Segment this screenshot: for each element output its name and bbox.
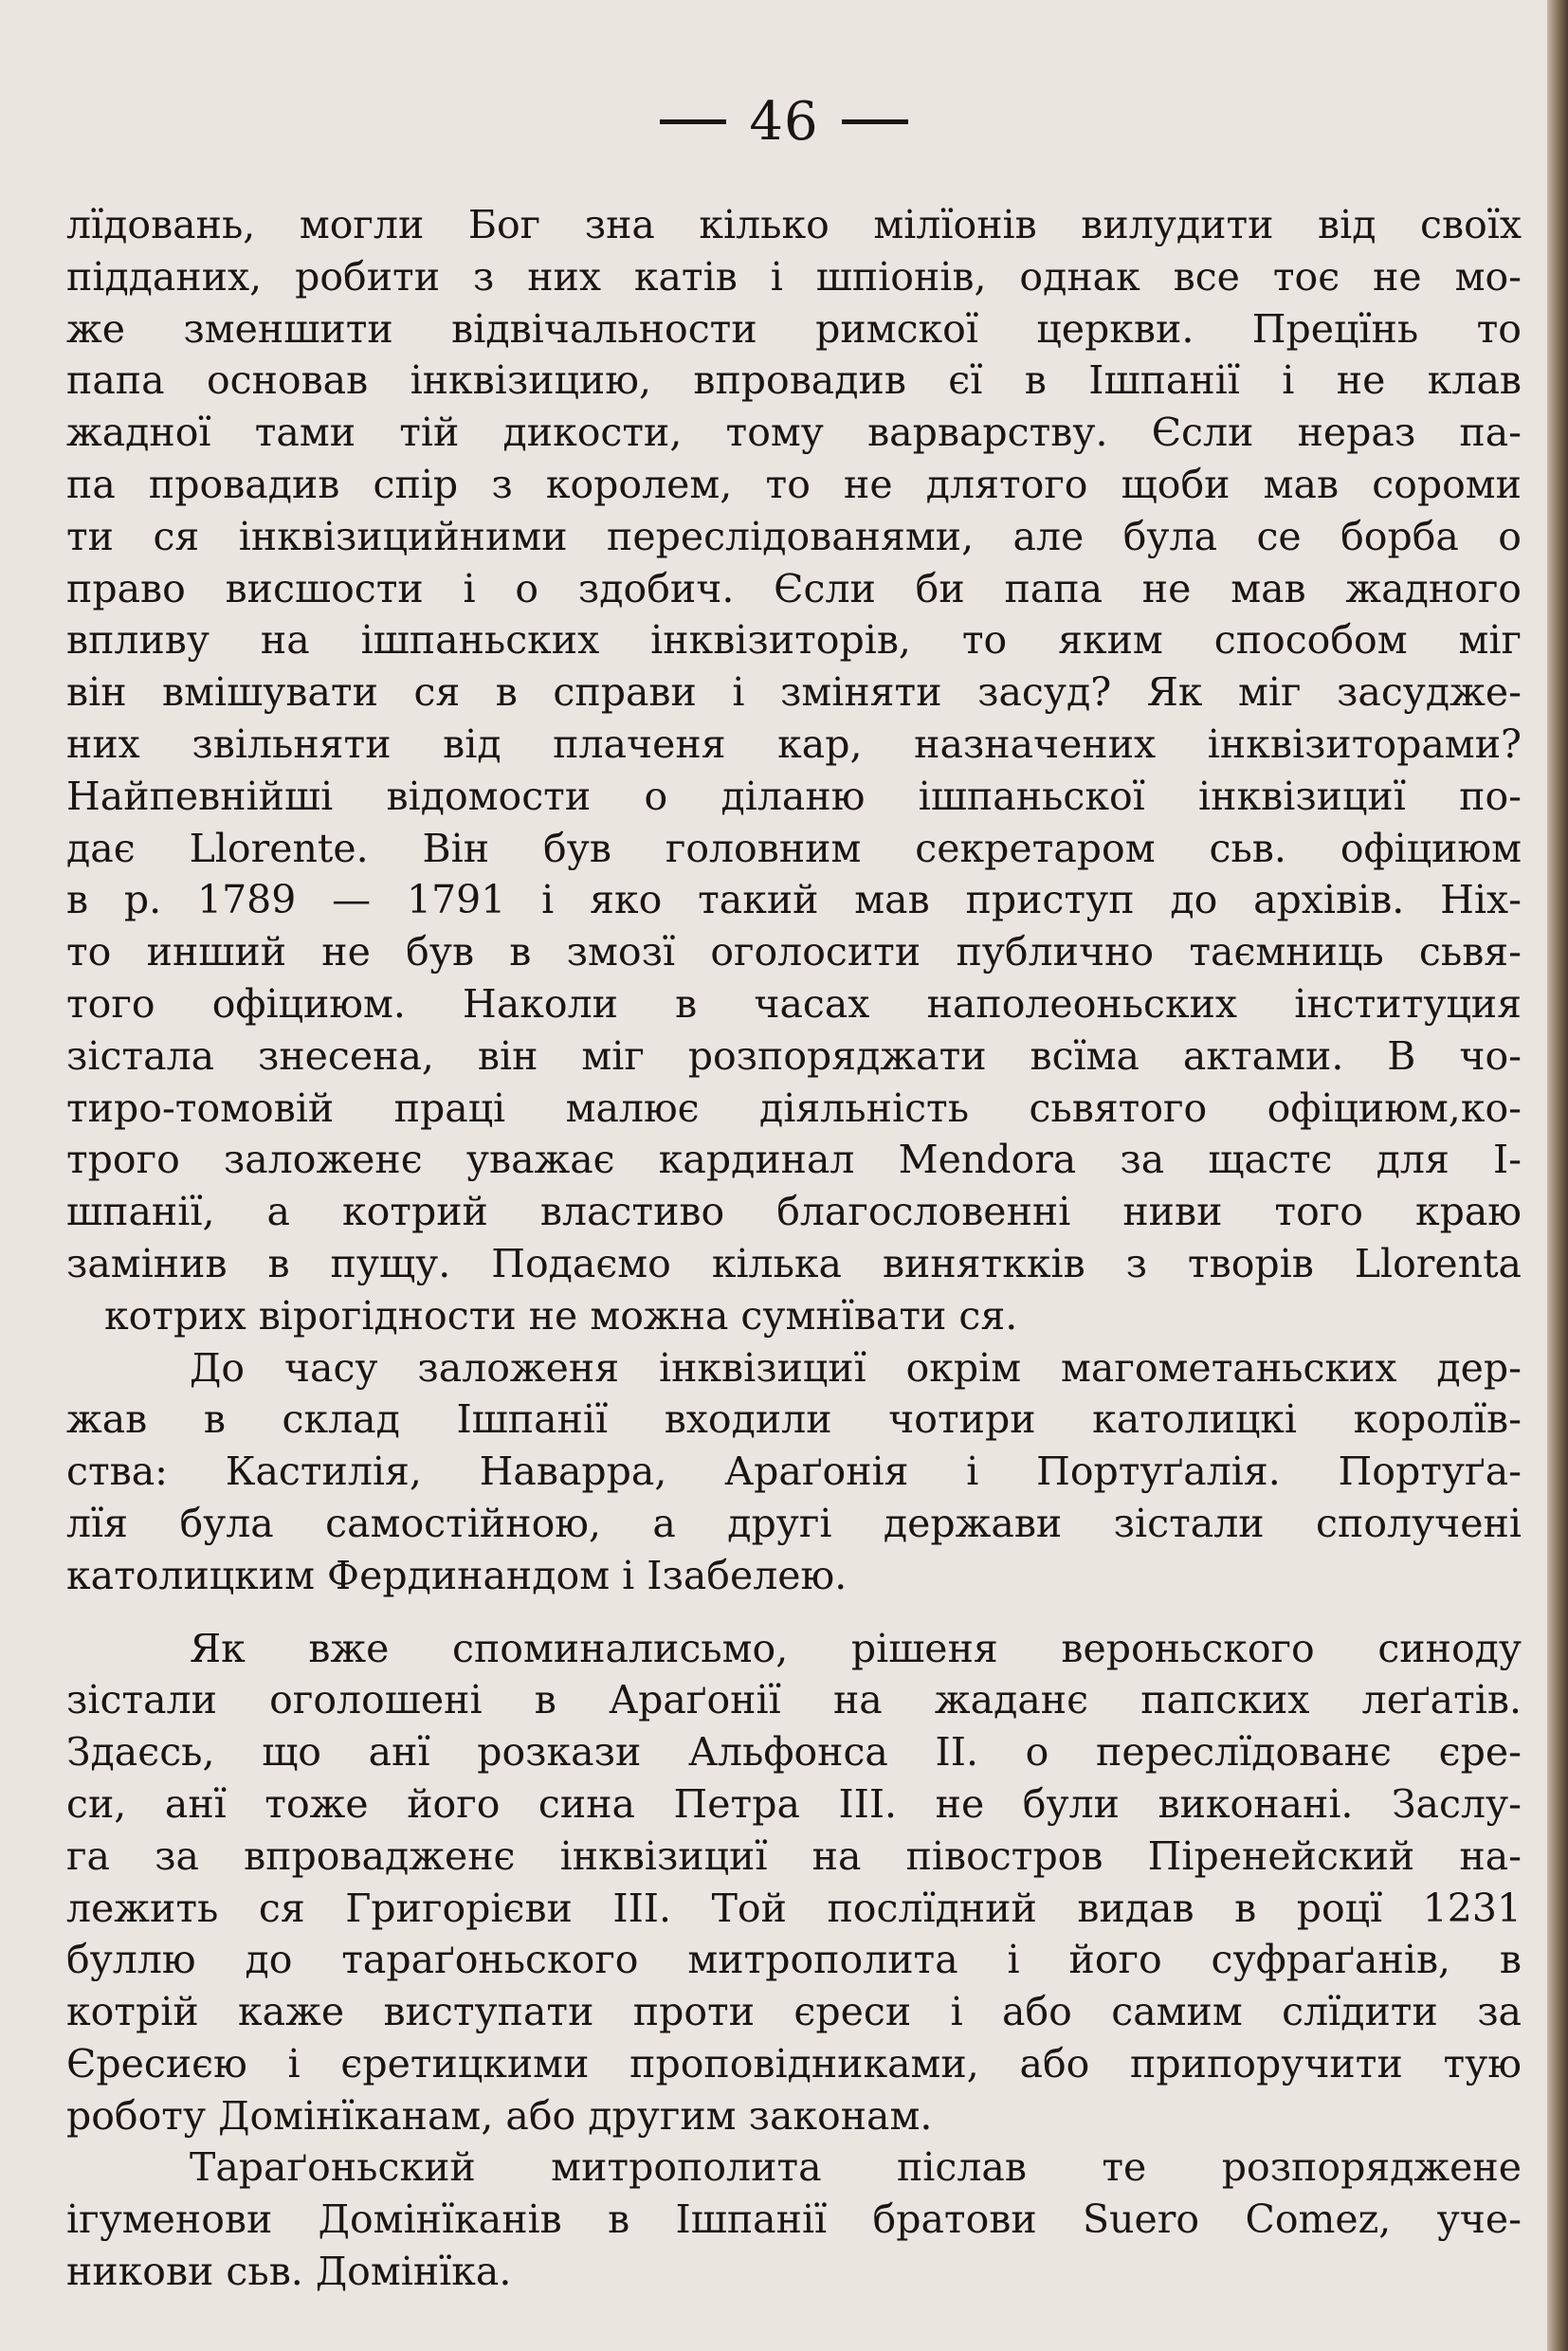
text-line: ігуменови Домінїканів в Ішпанії братови Suero Comez, уче- (66, 2196, 1522, 2243)
text-line: підданих, робити з них катів і шпіонів, однак все тоє не мо- (66, 253, 1522, 300)
text-line: них звільняти від плаченя кар, назначених інквізиторами? (66, 720, 1522, 767)
text-line: роботу Домінїканам, або другим законам. (66, 2092, 933, 2139)
text-line: право висшости і о здобич. Єсли би папа не мав жадного (66, 565, 1522, 611)
text-line: жав в склад Ішпанії входили чотири католицкі королїв- (66, 1396, 1522, 1443)
text-line: До часу заложеня інквізициї окрім магометаньских дер- (190, 1344, 1522, 1391)
text-line: трого заложенє уважає кардинал Mendora за щастє для І- (66, 1137, 1522, 1183)
text-line: Як вже споминалисьмо, рішеня вероньского синоду (190, 1625, 1522, 1671)
text-line: га за впровадженє інквізициї на півостров Піренейский на- (66, 1832, 1522, 1879)
page-number: 46 (749, 91, 819, 153)
text-line: котрій каже виступати проти єреси і або самим слїдити за (66, 1989, 1522, 2035)
text-line: никови сьв. Домінїка. (66, 2249, 512, 2295)
paragraph-gap (66, 1602, 1522, 1623)
text-line: папа основав інквізицию, впровадив єї в Ішпанії і не клав (66, 357, 1522, 404)
text-line: ства: Кастилія, Наварра, Араґонія і Портуґалія. Портуґа- (66, 1449, 1522, 1495)
text-line: па провадив спір з королем, то не длятого щоби мав сороми (66, 461, 1522, 507)
text-line: зістала знесена, він міг розпоряджати всїма актами. В чо- (66, 1032, 1522, 1079)
text-line: тиро-томовій праці малює діяльність сьвятого офіциюм,ко- (66, 1084, 1522, 1131)
text-line: впливу на ішпаньских інквізиторів, то яким способом міг (66, 617, 1522, 664)
text-line: лїдовань, могли Бог зна кілько мілїонів вилудити від своїх (66, 202, 1522, 247)
text-line: Здаєсь, що анї розкази Альфонса II. о переслїдованє єре- (66, 1729, 1522, 1776)
text-line: лежить ся Григорієви III. Той послїдний видав в роцї 1231 (66, 1885, 1522, 1931)
book-spine-edge (1547, 0, 1568, 2351)
text-line: лїя була самостійною, а другі держави зістали сполучені (66, 1500, 1522, 1546)
text-line: замінив в пущу. Подаємо кілька виняткків з творів Llorenta (66, 1240, 1522, 1286)
text-line: того офіциюм. Наколи в часах наполеоньских інституция (66, 980, 1522, 1027)
text-line: Тараґоньский митрополита післав те розпоряджене (190, 2144, 1522, 2191)
text-line: Єресиєю і єретицкими проповідниками, або припоручити тую (66, 2040, 1522, 2087)
header-dash-left (660, 119, 726, 124)
text-line: він вмішувати ся в справи і зміняти засуд? Як міг засудже- (66, 669, 1522, 716)
text-line: шпанії, а котрий властиво благословенні ниви того краю (66, 1189, 1522, 1235)
text-line: жадної тами тій дикости, тому варварству. Єсли нераз па- (66, 410, 1522, 456)
text-line: ти ся інквізицийними переслідованями, але була се борба о (66, 513, 1522, 559)
text-line: же зменшити відвічальности римскої церкви. Прецїнь то (66, 305, 1522, 352)
text-line: буллю до тараґоньского митрополита і його суфраґанів, в (66, 1937, 1522, 1983)
body-text (66, 199, 1522, 2298)
text-line: то инший не був в змозї оголосити публично таємниць сьвя- (66, 929, 1522, 975)
text-line: католицким Фердинандом і Ізабелею. (66, 1552, 848, 1598)
text-line: в р. 1789 — 1791 і яко такий мав приступ до архівів. Ніх- (66, 877, 1522, 923)
text-line: си, анї тоже його сина Петра III. не були виконані. Заслу- (66, 1780, 1522, 1827)
text-line: котрих вірогідности не можна сумнївати ся. (104, 1292, 1018, 1339)
page-number-header (0, 91, 1568, 153)
header-dash-right (842, 119, 908, 124)
text-line: дає Llorente. Він був головним секретаром сьв. офіциюм (66, 825, 1522, 871)
text-line: Найпевнійші відомости о діланю ішпаньскої інквізициї по- (66, 773, 1522, 819)
text-line: зістали оголошені в Араґонії на жаданє папских леґатів. (66, 1677, 1522, 1723)
